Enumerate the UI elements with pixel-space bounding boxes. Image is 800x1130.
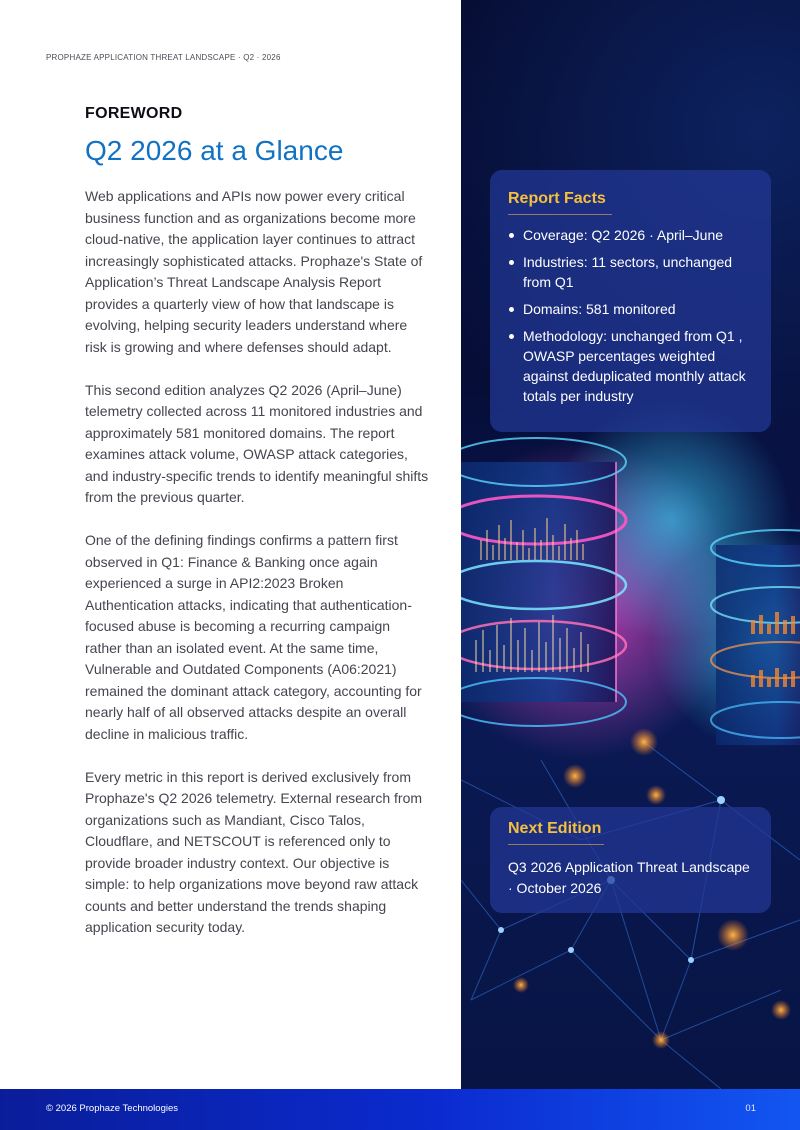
data-cylinders-illustration [461,0,800,1089]
report-facts-title: Report Facts [508,190,612,215]
paragraph: This second edition analyzes Q2 2026 (April–June) telemetry collected across 11 monitored industries and approximately 581 monitored domains. The report examines attack volume, OWASP attack categories, and industry-specific trends to identify meaningful shifts from the previous quarter. [85,381,429,505]
next-edition-text: Q3 2026 Application Threat Landscape · October 2026 [508,859,750,896]
list-item: Methodology: unchanged from Q1 , OWASP percentages weighted against deduplicated monthly attack totals per industry [508,326,754,406]
body-text [85,186,430,939]
section-kicker: FOREWORD [85,105,183,122]
list-item: Industries: 11 sectors, unchanged from Q1 [508,252,754,292]
foreword-section [85,105,430,939]
page-title: Q2 2026 at a Glance [85,135,344,166]
page-footer [0,1089,800,1130]
paragraph: Every metric in this report is derived exclusively from Prophaze's Q2 2026 telemetry. External research from organizations such as Mandiant, Cisco Talos, Cloudflare, and NETSCOUT is referenced only to provide broader industry context. Our objective is simple: to help organizations move beyond raw attack counts and better understand the trends shaping application security today. [85,768,423,935]
next-edition-title: Next Edition [508,820,604,845]
running-head: PROPHAZE APPLICATION THREAT LANDSCAPE · Q2 · 2026 [46,53,281,62]
copyright-text: © 2026 Prophaze Technologies [46,1103,179,1114]
report-facts-list [508,225,754,406]
next-edition-card [490,807,771,913]
paragraph: Web applications and APIs now power every critical business function and as organizations become more cloud-native, the application layer continues to attract increasingly sophisticated attacks. Prophaze's State of Application’s Threat Landscape Analysis Report provides a quarterly view of how that landscape is evolving, helping security leaders understand where risk is growing and where defenses should adapt. [85,188,423,355]
report-facts-card [490,170,771,432]
page-number: 01 [745,1103,756,1114]
list-item: Domains: 581 monitored [508,299,754,319]
list-item: Coverage: Q2 2026 · April–June [508,225,754,245]
paragraph: One of the defining findings confirms a pattern first observed in Q1: Finance & Banking once again experienced a surge in API2:2023 Broken Authentication attacks, indicating that authentication-focused abuse is becoming a recurring campaign rather than an isolated event. At the same time, Vulnerable and Outdated Components (A06:2021) remained the dominant attack category, accounting for nearly half of all observed attacks despite an overall decline in malicious traffic. [85,532,422,742]
main-cylinder [461,438,626,726]
hero-image-panel [461,0,800,1089]
right-cylinder [711,530,800,745]
